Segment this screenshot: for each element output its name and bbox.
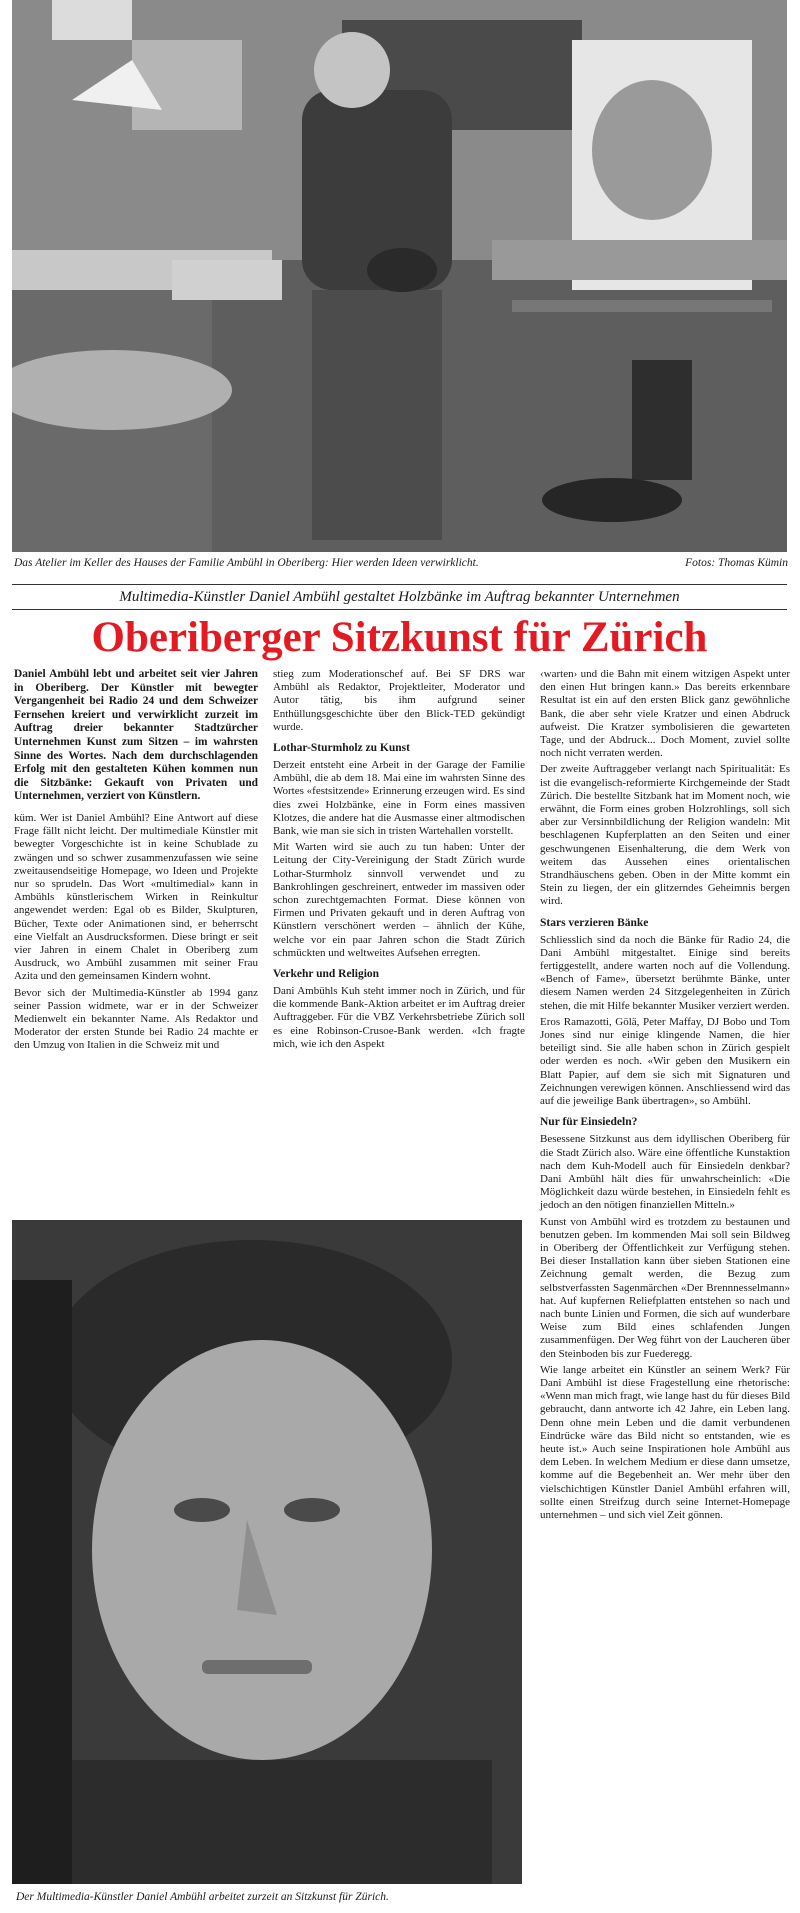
body-paragraph: Eros Ramazotti, Gölä, Peter Maffay, DJ Bobo und Tom Jones sind nur einige klingende Namen, die hier beteiligt sind. Sie alle haben schon in Zürich gespielt oder werden es noch. «Wir geben den Musikern ein Blatt Papier, auf dem sie sich mit Signaturen und Zeichnungen verewigen können. Anschliessend wird das auf die jeweilige Bank übertragen», so Ambühl.: [540, 1015, 790, 1108]
article-column-2: [273, 668, 525, 1054]
article-column-1: [14, 668, 258, 1056]
atelier-photo-illustration: [12, 0, 787, 552]
body-paragraph: Dani Ambühls Kuh steht immer noch in Zürich, und für die kommende Bank-Aktion arbeitet er im Auftrag dreier Auftraggeber. Für die VBZ Verkehrsbetriebe Zürich soll es eine Robinson-Crusoe-Bank werden. «Ich fragte mich, wie ich den Aspekt: [273, 985, 525, 1050]
body-paragraph: ‹warten› und die Bahn mit einem witzigen Aspekt unter den einen Hut bringen kann.» Das bereits erkennbare Resultat ist ein auf den ersten Blick ganz gewöhnliche Bank, die aber sehr viele Kratzer und einen Abdruck aufweist. Die Kratzer symbolisieren die gewarteten Tage, und der Abdruck... Doch Moment, zuviel sollte noch nicht verraten werden.: [540, 668, 790, 760]
body-paragraph: Der zweite Auftraggeber verlangt nach Spiritualität: Es ist die evangelisch-reformierte Kirchgemeinde der Stadt Zürich. Die bestellte Sitzbank hat im Moment noch, wie erwähnt, die Form eines groben Holzrohlings, soll sich aber zur Versinnbildlichung der Religion wandeln: Mit beschlagenen Kupferplatten an den Seiten und einer geschwungenen Eisenhalterung, die dem Werk von weitem das Aussehen eines orientalischen Strandhäuschens geben. Oben in der Mitte kommt ein Stein zu liegen, der ein glitzerndes Geheimnis bergen wird.: [540, 763, 790, 908]
headline: Oberiberger Sitzkunst für Zürich: [91, 614, 708, 661]
subheading: Stars verzieren Bänke: [540, 916, 649, 929]
subheading: Lothar-Sturmholz zu Kunst: [273, 742, 410, 755]
body-paragraph: Mit Warten wird sie auch zu tun haben: Unter der Leitung der City-Vereinigung der Stadt Zürich wurde Lothar-Sturmholz sinnvoll verwendet und zu Bankrohlingen geschreinert, entweder im massiven oder schon zurechtgemachten Format. Diese können von Firmen und Privaten gekauft und in deren Auftrag von Künstlern verschönert werden – ähnlich der Kühe, welche vor ein paar Jahren schon die Stadt Zürich schmückten und weltweites Aufsehen erregten.: [273, 841, 525, 959]
portrait-photo-caption: Der Multimedia-Künstler Daniel Ambühl arbeitet zurzeit an Sitzkunst für Zürich.: [16, 1891, 389, 1903]
article-lead: [14, 668, 258, 804]
kicker: Multimedia-Künstler Daniel Ambühl gestaltet Holzbänke im Auftrag bekannter Unternehmen: [12, 584, 787, 610]
body-paragraph: stieg zum Moderationschef auf. Bei SF DRS war Ambühl als Redaktor, Projektleiter, Moderator und Autor tätig, bis ihm aufgrund seiner Enthüllungsgeschichte über den Blick-TED gekündigt wurde.: [273, 668, 525, 733]
portrait-photo: [12, 1220, 522, 1884]
subheading: Verkehr und Religion: [273, 968, 380, 981]
body-paragraph: Wie lange arbeitet ein Künstler an seinem Werk? Für Dani Ambühl ist diese Fragestellung eine rhetorische: «Wenn man mich fragt, wie lange hast du für dieses Bild gebraucht, dann antworte ich 42 Jahre, ein Leben lang. Denn ohne mein Leben und die damit verbundenen Eindrücke wäre das Bild nicht so entstanden, wie es heute ist.» Auch seine Inspirationen hole Ambühl aus dem Leben. In welchem Medium er diese dann umsetze, komme auf die Begebenheit an. Wer mehr über den vielschichtigen Künstler Daniel Ambühl erfahren will, sollte einen Streifzug durch seine Internet-Homepage unternehmen – und sich viel Zeit gönnen.: [540, 1363, 790, 1521]
body-paragraph: küm. Wer ist Daniel Ambühl? Eine Antwort auf diese Frage fällt nicht leicht. Der multimediale Künstler mit bewegter Vorgeschichte ist in keine Schublade zu zwängen und so schwer zusammenzufassen wie seine zweitausendseitige Homepage, wo Ideen und Projekte nur so sprudeln. Das Wort «multimedial» kann in Ambühls künstlerischem Wirken in Reinkultur angewendet werden: Egal ob es Bilder, Skulpturen, Bücher, Texte oder Animationen sind, er beherrscht eine Vielfalt an Ausdrucksformen. Diese bringt er seit vier Jahren in einem Chalet in Oberiberg zum Ausdruck, wo Ambühl zusammen mit seiner Frau Azita und den gemeinsamen Kindern wohnt.: [14, 811, 258, 983]
body-paragraph: Schliesslich sind da noch die Bänke für Radio 24, die Dani Ambühl mitgestaltet. Einige sind bereits fertiggestellt, andere warten noch auf die Vollendung. «Bench of Fame», übersetzt berühmte Bänke, unter diesem Namen werden 24 Sitzgelegenheiten in Zürich stehen, die mit Hilfe bekannter Musiker verziert werden.: [540, 933, 790, 1012]
lead-paragraph: Daniel Ambühl lebt und arbeitet seit vier Jahren in Oberiberg. Der Künstler mit bewegter Vergangenheit bei Radio 24 und dem Schweizer Fernsehen kreiert und verwirklicht zurzeit im Auftrag dreier bekannter Stadtzürcher Unternehmen Kunst zum Sitzen – im wahrsten Sinne des Wortes. Nach dem durchschlagenden Erfolg mit den gestalteten Kühen kommen nun die Sitzbänke: Gekauft von Privaten und Unternehmen, verziert von Künstlern.: [14, 668, 258, 803]
article-column-3: [540, 668, 790, 1525]
subheading: Nur für Einsiedeln?: [540, 1116, 638, 1129]
body-paragraph: Bevor sich der Multimedia-Künstler ab 1994 ganz seiner Passion widmete, war er in der Schweizer Medienwelt ein bekannter Name. Als Redaktor und Moderator der ersten Stunde bei Radio 24 machte er den Umzug von Italien in die Schweiz mit und: [14, 986, 258, 1052]
photo-credit: Fotos: Thomas Kümin: [685, 557, 788, 569]
body-paragraph: Besessene Sitzkunst aus dem idyllischen Oberiberg für die Stadt Zürich also. Wäre eine öffentliche Kunstaktion nach dem Kuh-Modell auch für Einsiedeln denkbar? Dani Ambühl hält dies für unwahrscheinlich: «Die Möglichkeit dazu würde bestehen, in Einsiedeln fehlt es jedoch an den nötigen finanziellen Mitteln.»: [540, 1133, 790, 1212]
body-paragraph: Derzeit entsteht eine Arbeit in der Garage der Familie Ambühl, die ab dem 18. Mai eine im wahrsten Sinne des Wortes «festsitzende» Erinnerung erzeugen wird. Es sind dies zwei Holzbänke, eine in Form eines massiven Klotzes, die andere hat die Ausmasse einer altmodischen Bank, wie man sie sich in tristen Wartehallen vorstellt.: [273, 759, 525, 838]
atelier-photo: [12, 0, 787, 552]
atelier-photo-caption: Das Atelier im Keller des Hauses der Familie Ambühl in Oberiberg: Hier werden Ideen verwirklicht.: [14, 557, 479, 569]
body-paragraph: Kunst von Ambühl wird es trotzdem zu bestaunen und benutzen geben. Im kommenden Mai soll sein Bildweg in Oberiberg der Öffentlichkeit zur Verfügung stehen. Bei dieser Installation kann über sieben Stationen eine Zeichnung gemalt werden, die Bezug zum selbstverfassten Sagenmärchen «Der Brennnesselmann» hat. Auf kupfernen Reliefplatten entstehen so nach und nach bunte Linien und Formen, die sich auf wunderbare Weise zum Bild eines schlafenden Jungen zusammenfügen. Der Weg führt von der Laucheren über den Steinboden bis zur Fuederegg.: [540, 1215, 790, 1360]
portrait-photo-illustration: [12, 1220, 522, 1884]
